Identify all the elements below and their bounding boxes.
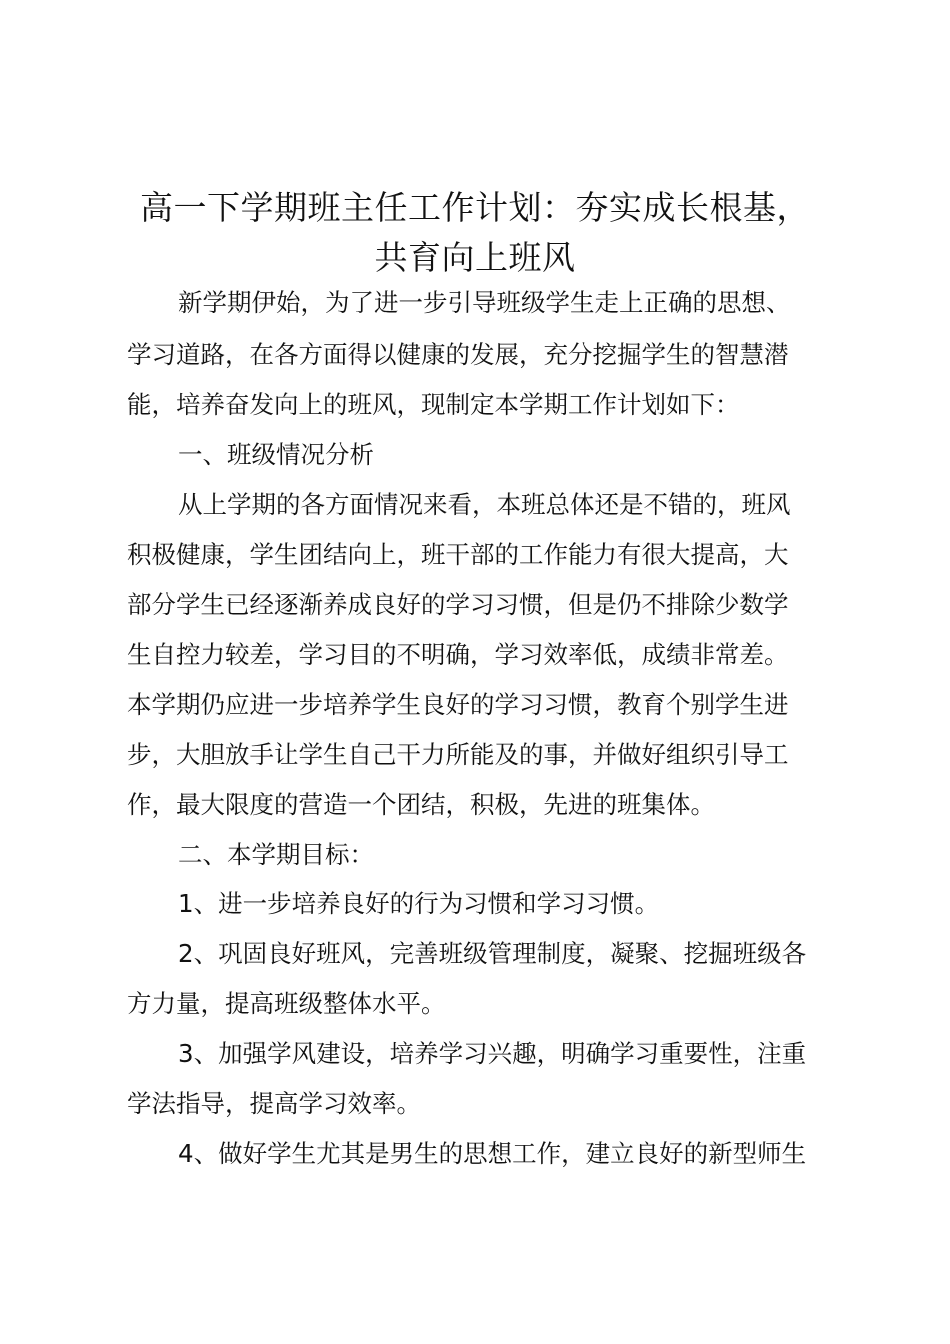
text-line: 本学期仍应进一步培养学生良好的学习习惯，教育个别学生进 (127, 690, 789, 719)
text-line: 部分学生已经逐渐养成良好的学习习惯，但是仍不排除少数学 (127, 590, 789, 619)
document-title-line-1: 高一下学期班主任工作计划：夯实成长根基， (140, 188, 810, 227)
text-line: 2、巩固良好班风，完善班级管理制度，凝聚、挖掘班级各 (178, 939, 807, 968)
goal-item-1: 1、进一步培养良好的行为习惯和学习习惯。 (178, 889, 660, 918)
text-line: 从上学期的各方面情况来看，本班总体还是不错的，班风 (178, 490, 791, 519)
document-title-line-2: 共育向上班风 (374, 238, 576, 277)
goal-item-4: 4、做好学生尤其是男生的思想工作，建立良好的新型师生 (178, 1139, 807, 1168)
section-heading-2: 二、本学期目标： (178, 840, 374, 869)
text-line: 学习道路，在各方面得以健康的发展，充分挖掘学生的智慧潜 (127, 340, 789, 369)
text-line: 方力量，提高班级整体水平。 (127, 989, 446, 1018)
text-line: 生自控力较差，学习目的不明确，学习效率低，成绩非常差。 (127, 640, 789, 669)
text-line: 步，大胆放手让学生自己干力所能及的事，并做好组织引导工 (127, 740, 789, 769)
text-line: 3、加强学风建设，培养学习兴趣，明确学习重要性，注重 (178, 1039, 807, 1068)
text-line: 能，培养奋发向上的班风，现制定本学期工作计划如下： (127, 390, 740, 419)
text-line: 积极健康，学生团结向上，班干部的工作能力有很大提高，大 (127, 540, 789, 569)
text-line: 作，最大限度的营造一个团结，积极，先进的班集体。 (127, 790, 715, 819)
text-line: 新学期伊始，为了进一步引导班级学生走上正确的思想、 (178, 288, 791, 317)
text-line: 学法指导，提高学习效率。 (127, 1089, 421, 1118)
section-heading-1: 一、班级情况分析 (178, 440, 374, 469)
